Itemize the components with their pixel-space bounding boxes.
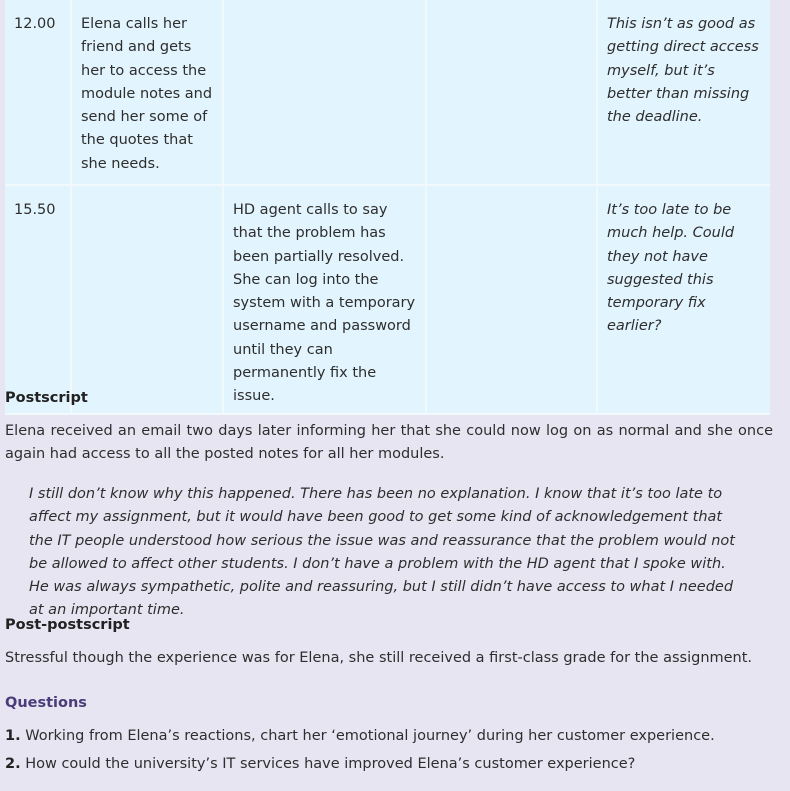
question-item <box>5 725 715 748</box>
time-cell: 15.50 <box>5 186 72 415</box>
agent-action-cell <box>224 0 427 186</box>
question-number: 1. <box>5 728 21 744</box>
table-row <box>5 186 770 415</box>
question-text: How could the university’s IT services have improved Elena’s customer experience? <box>25 756 636 772</box>
reaction-cell: This isn’t as good as getting direct access myself, but it’s better than missing the deadline. <box>598 0 770 186</box>
reaction-cell: It’s too late to be much help. Could they not have suggested this temporary fix earlier? <box>598 186 770 415</box>
empty-cell <box>427 186 598 415</box>
customer-action-cell <box>72 186 224 415</box>
table-row <box>5 0 770 186</box>
questions-title: Questions <box>5 695 87 711</box>
question-text: Working from Elena’s reactions, chart her ‘emotional journey’ during her customer experience. <box>25 728 715 744</box>
post-postscript-heading: Post-postscript <box>5 617 130 633</box>
empty-cell <box>427 0 598 186</box>
time-cell: 12.00 <box>5 0 72 186</box>
postscript-heading: Postscript <box>5 390 88 406</box>
postscript-quote: I still don’t know why this happened. There has been no explanation. I know that it’s too late to affect my assignment, but it would have been good to get some kind of acknowledgement that the IT people understood how serious the issue was and reassurance that the problem would not be allowed to affect other students. I don’t have a problem with the HD agent that I spoke with. He was always sympathetic, polite and reassuring, but I still didn’t have access to what I needed at an important time. <box>29 486 735 619</box>
question-number: 2. <box>5 756 21 772</box>
post-postscript-text: Stressful though the experience was for Elena, she still received a first-class grade for the assignment. <box>5 650 753 666</box>
timeline-table <box>5 0 770 415</box>
postscript-text: Elena received an email two days later informing her that she could now log on as normal and she once again had access to all the posted notes for all her modules. <box>5 423 773 463</box>
question-item <box>5 753 635 776</box>
customer-action-cell: Elena calls her friend and gets her to access the module notes and send her some of the quotes that she needs. <box>72 0 224 186</box>
agent-action-cell: HD agent calls to say that the problem has been partially resolved. She can log into the system with a temporary username and password until they can permanently fix the issue. <box>224 186 427 415</box>
